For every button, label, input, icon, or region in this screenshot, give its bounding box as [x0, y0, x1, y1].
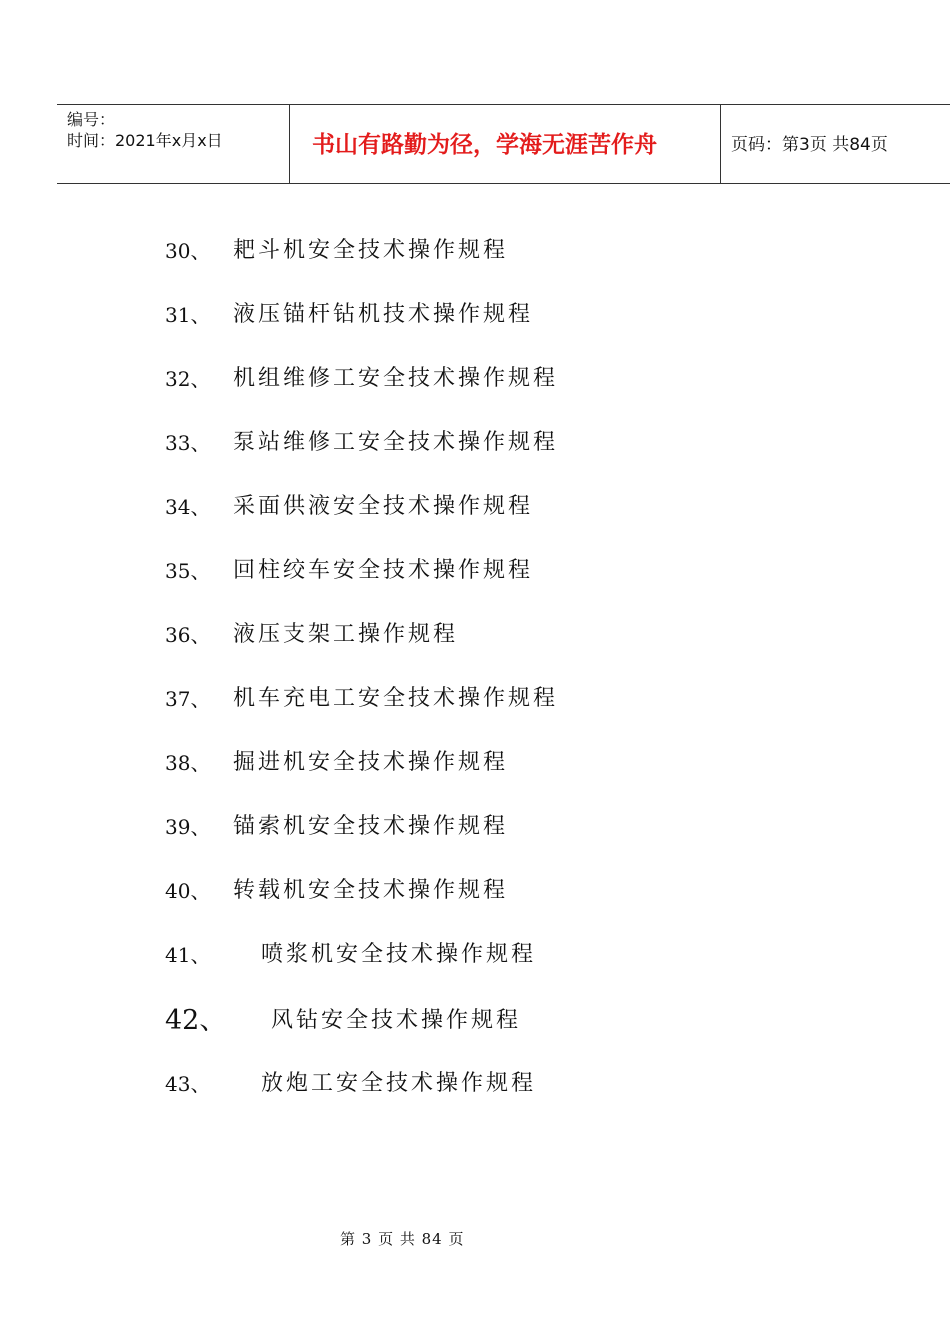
page-header: [57, 104, 950, 184]
toc-item-title: 泵站维修工安全技术操作规程: [233, 430, 559, 455]
toc-item-title: 锚索机安全技术操作规程: [233, 814, 509, 839]
toc-item-title: 耙斗机安全技术操作规程: [233, 238, 509, 263]
toc-item-36: [0, 618, 950, 652]
toc-item-number: 36、: [165, 623, 211, 647]
toc-item-title: 掘进机安全技术操作规程: [233, 750, 509, 775]
toc-item-number: 41、: [165, 943, 211, 967]
toc-item-title: 液压锚杆钻机技术操作规程: [233, 302, 534, 327]
toc-item-43: [0, 1067, 950, 1101]
toc-item-number: 35、: [165, 559, 211, 583]
toc-item-number: 30、: [165, 239, 211, 263]
toc-item-title: 喷浆机安全技术操作规程: [261, 942, 537, 967]
toc-item-number: 40、: [165, 879, 211, 903]
toc-item-title: 机组维修工安全技术操作规程: [233, 366, 559, 391]
toc-item-35: [0, 554, 950, 588]
header-meta-cell: [57, 105, 290, 183]
toc-item-number: 43、: [165, 1072, 211, 1096]
toc-item-32: [0, 362, 950, 396]
toc-item-37: [0, 682, 950, 716]
toc-item-title: 液压支架工操作规程: [233, 622, 459, 647]
header-motto-cell: [290, 105, 721, 183]
toc-item-number: 32、: [165, 367, 211, 391]
toc-item-38: [0, 746, 950, 780]
toc-item-title: 风钻安全技术操作规程: [271, 1008, 522, 1033]
toc-item-41: [0, 938, 950, 972]
toc-item-title: 采面供液安全技术操作规程: [233, 494, 534, 519]
toc-item-40: [0, 874, 950, 908]
toc-item-33: [0, 426, 950, 460]
page-code: 页码：第3页 共84页: [731, 135, 888, 155]
toc-item-number: 31、: [165, 303, 211, 327]
toc-item-34: [0, 490, 950, 524]
toc-item-number: 33、: [165, 431, 211, 455]
toc-item-number: 39、: [165, 815, 211, 839]
toc-item-title: 转载机安全技术操作规程: [233, 878, 509, 903]
time-label: 时间：2021年x月x日: [67, 131, 223, 150]
toc-item-number: 42、: [165, 1005, 227, 1036]
page-footer: 第 3 页 共 84 页: [340, 1230, 465, 1248]
toc-item-title: 回柱绞车安全技术操作规程: [233, 558, 534, 583]
toc-item-number: 38、: [165, 751, 211, 775]
header-page-cell: [721, 105, 950, 183]
toc-item-number: 37、: [165, 687, 211, 711]
toc-item-title: 放炮工安全技术操作规程: [261, 1071, 537, 1096]
toc-item-title: 机车充电工安全技术操作规程: [233, 686, 559, 711]
toc-item-30: [0, 234, 950, 268]
doc-number-label: 编号：: [67, 110, 116, 129]
motto-text: 书山有路勤为径，学海无涯苦作舟: [312, 132, 657, 158]
toc-item-42: [0, 1004, 950, 1038]
toc-item-number: 34、: [165, 495, 211, 519]
toc-item-31: [0, 298, 950, 332]
toc-item-39: [0, 810, 950, 844]
